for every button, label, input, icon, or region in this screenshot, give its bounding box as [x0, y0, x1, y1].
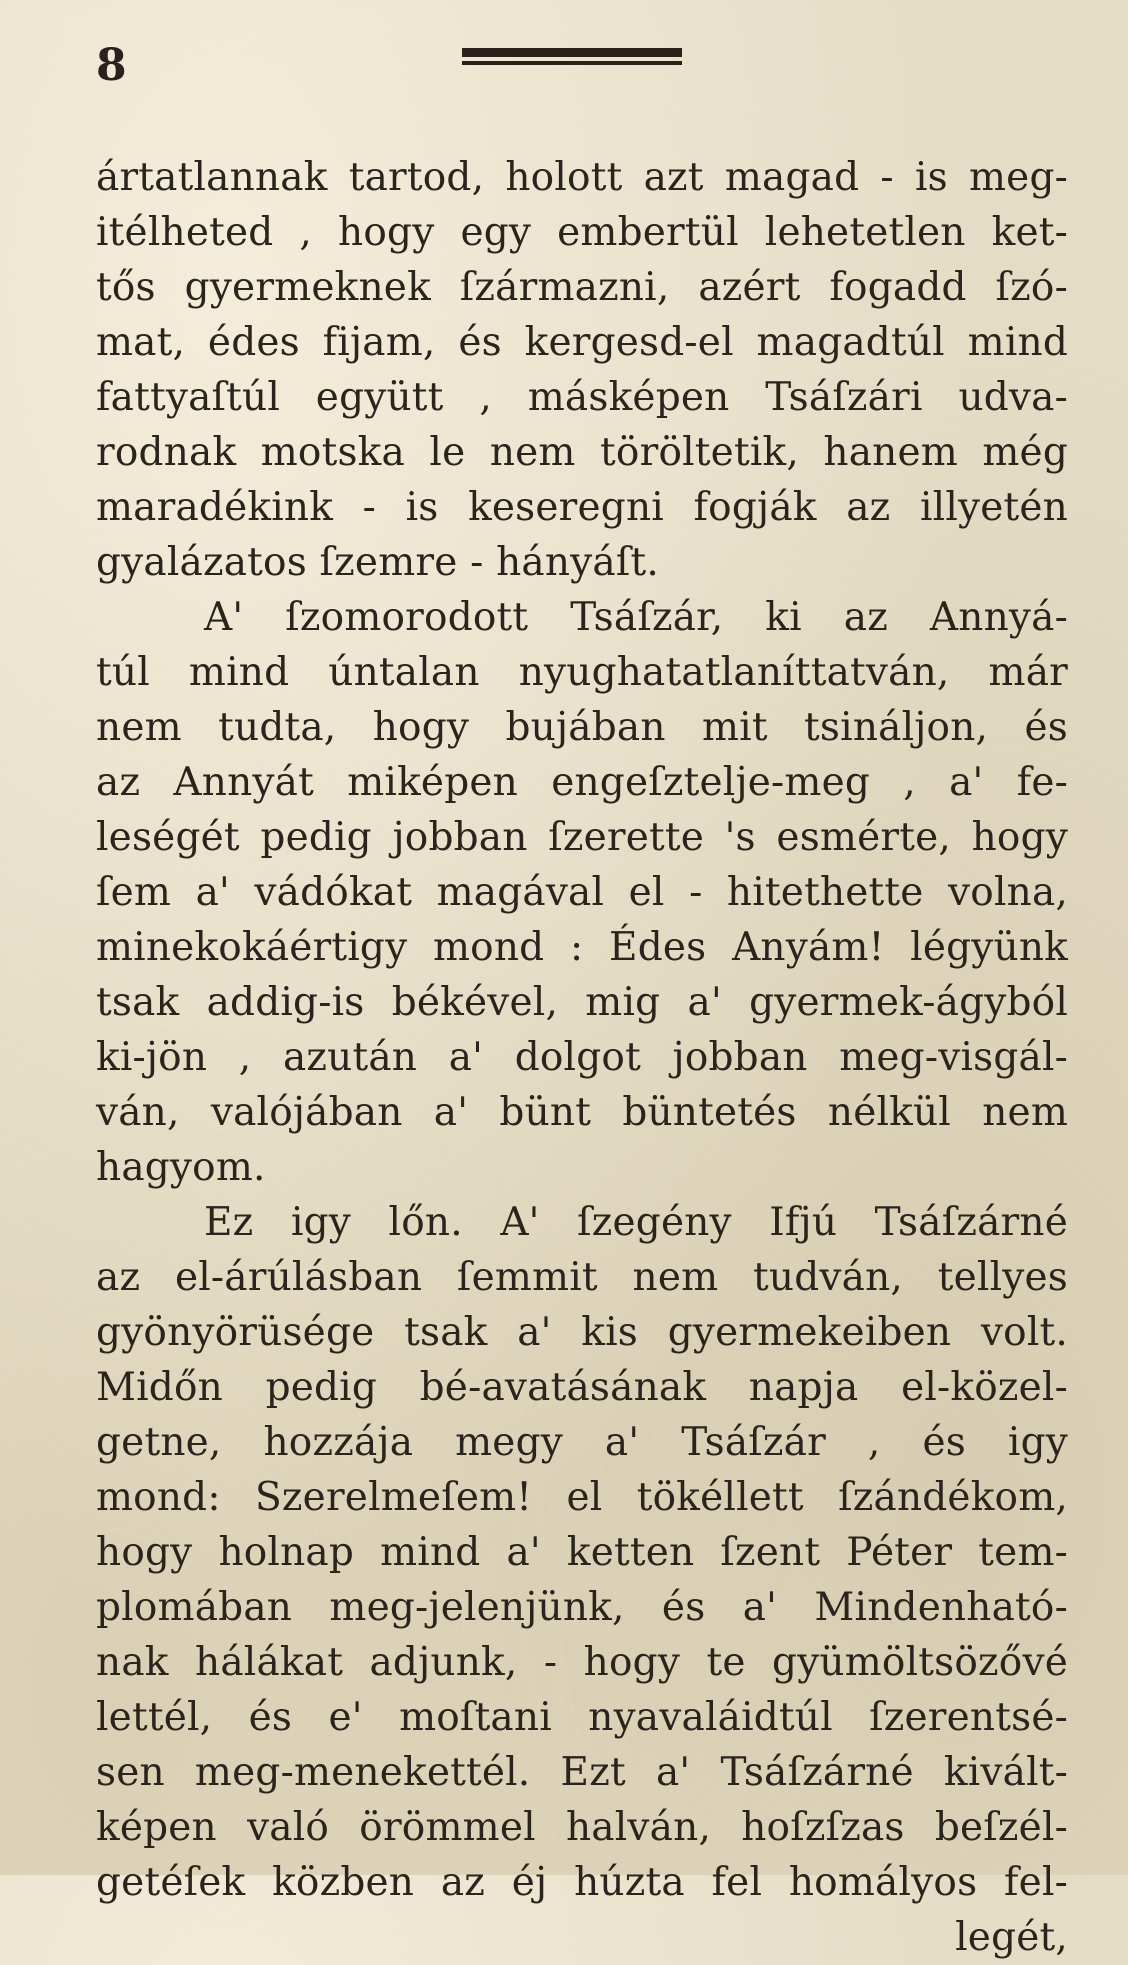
text-line: mond: Szerelmeſem! el tökéllett ſzándékom,	[96, 1475, 1068, 1520]
text-line: sen meg-menekettél. Ezt a' Tsáſzárné kivált-	[96, 1750, 1068, 1795]
text-line: az el-árúlásban ſemmit nem tudván, tellyes	[96, 1255, 1068, 1300]
text-line: lettél, és e' moſtani nyavaláidtúl ſzerentsé-	[96, 1695, 1068, 1740]
catchword-line: legét,	[955, 1915, 1068, 1960]
header-rule-thin-bar	[462, 61, 682, 65]
text-line: gyönyörüsége tsak a' kis gyermekeiben volt.	[96, 1310, 1068, 1355]
text-line: getéſek közben az éj húzta fel homályos fel-	[96, 1860, 1068, 1905]
text-line: getne, hozzája megy a' Tsáſzár , és igy	[96, 1420, 1068, 1465]
text-line: maradékink - is keseregni fogják az illyetén	[96, 485, 1068, 530]
text-line: fattyaſtúl együtt , másképen Tsáſzári udva-	[96, 375, 1068, 420]
text-line: minekokáértigy mond : Édes Anyám! légyünk	[96, 925, 1068, 970]
text-line: rodnak motska le nem töröltetik, hanem még	[96, 430, 1068, 475]
text-line: hagyom.	[96, 1145, 266, 1190]
text-line: plomában meg-jelenjünk, és a' Mindenható-	[96, 1585, 1068, 1630]
text-line: képen való örömmel halván, hoſzſzas beſzél-	[96, 1805, 1068, 1850]
text-line: mat, édes fijam, és kergesd-el magadtúl mind	[96, 320, 1068, 365]
text-line: nak hálákat adjunk, - hogy te gyümöltsözővé	[96, 1640, 1068, 1685]
text-line: hogy holnap mind a' ketten ſzent Péter tem-	[96, 1530, 1068, 1575]
text-line: Midőn pedig bé-avatásának napja el-közel-	[96, 1365, 1068, 1410]
header-rule	[462, 48, 682, 68]
body-text	[96, 150, 1068, 1965]
text-line: túl mind úntalan nyughatatlaníttatván, már	[96, 650, 1068, 695]
text-line: ſem a' vádókat magával el - hitethette volna,	[96, 870, 1068, 915]
text-line: leségét pedig jobban ſzerette 's esmérte, hogy	[96, 815, 1068, 860]
paragraph-start-line: A' ſzomorodott Tsáſzár, ki az Annyá-	[204, 595, 1068, 640]
page-number: 8	[96, 40, 127, 91]
paragraph-start-line: Ez igy lőn. A' ſzegény Ifjú Tsáſzárné	[204, 1200, 1068, 1245]
text-line: tős gyermeknek ſzármazni, azért fogadd ſzó-	[96, 265, 1068, 310]
text-line: nem tudta, hogy bujában mit tsináljon, és	[96, 705, 1068, 750]
text-line: gyalázatos ſzemre - hányáſt.	[96, 540, 659, 585]
text-line: ván, valójában a' bünt büntetés nélkül nem	[96, 1090, 1068, 1135]
text-line: itélheted , hogy egy embertül lehetetlen ket-	[96, 210, 1068, 255]
text-line: ki-jön , azután a' dolgot jobban meg-visgál-	[96, 1035, 1068, 1080]
header-rule-thick-bar	[462, 48, 682, 57]
text-line: tsak addig-is békével, mig a' gyermek-ágyból	[96, 980, 1068, 1025]
text-line: az Annyát miképen engeſztelje-meg , a' fe-	[96, 760, 1068, 805]
text-line: ártatlannak tartod, holott azt magad - is meg-	[96, 155, 1068, 200]
